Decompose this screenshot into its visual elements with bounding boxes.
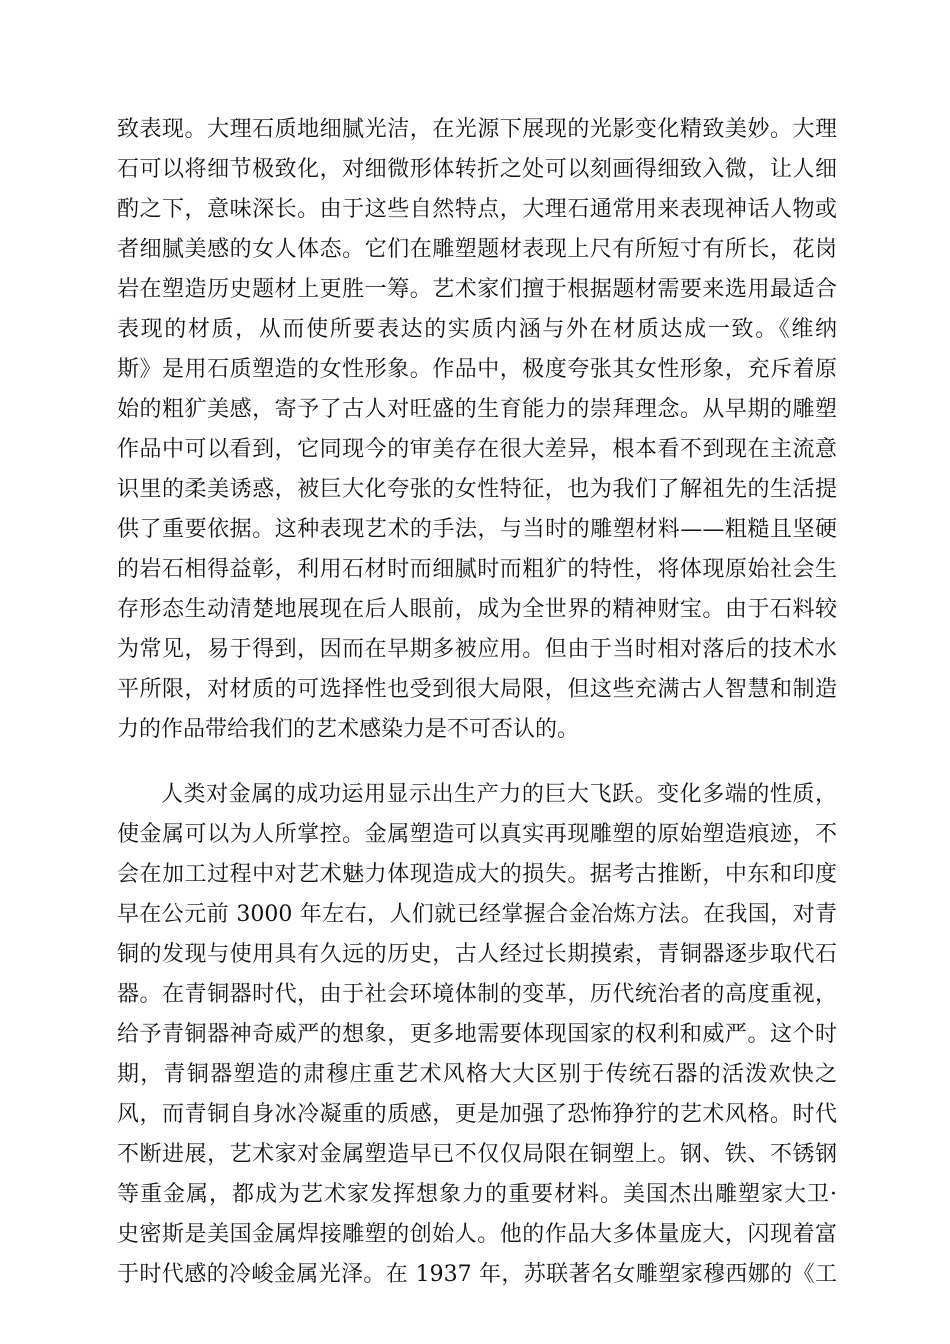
text-line: 岩在塑造历史题材上更胜一筹。艺术家们擅于根据题材需要来选用最适合 [117,277,837,302]
text-line: 斯》是用石质塑造的女性形象。作品中，极度夸张其女性形象，充斥着原 [117,357,837,382]
text-line: 作品中可以看到，它同现今的审美存在很大差异，根本看不到现在主流意 [117,437,837,462]
text-line: 铜的发现与使用具有久远的历史，古人经过长期摸索，青铜器逐步取代石 [117,942,837,967]
text-line: 早在公元前 3000 年左右，人们就已经掌握合金冶炼方法。在我国，对青 [117,902,837,927]
text-line: 存形态生动清楚地展现在后人眼前，成为全世界的精神财宝。由于石料较 [117,597,837,622]
text-line: 力的作品带给我们的艺术感染力是不可否认的。 [117,717,580,742]
text-line: 为常见，易于得到，因而在早期多被应用。但由于当时相对落后的技术水 [117,637,837,662]
text-line: 期，青铜器塑造的肃穆庄重艺术风格大大区别于传统石器的活泼欢快之 [117,1062,837,1087]
text-line: 者细腻美感的女人体态。它们在雕塑题材表现上尺有所短寸有所长，花岗 [117,237,837,262]
text-line: 石可以将细节极致化，对细微形体转折之处可以刻画得细致入微，让人细 [117,157,837,182]
text-line: 表现的材质，从而使所要表达的实质内涵与外在材质达成一致。《维纳 [117,317,837,342]
text-line: 给予青铜器神奇威严的想象，更多地需要体现国家的权利和威严。这个时 [117,1022,837,1047]
text-line: 史密斯是美国金属焊接雕塑的创始人。他的作品大多体量庞大，闪现着富 [117,1222,837,1247]
text-line: 不断进展，艺术家对金属塑造早已不仅仅局限在铜塑上。钢、铁、不锈钢 [117,1142,837,1167]
text-line: 供了重要依据。这种表现艺术的手法，与当时的雕塑材料——粗糙且坚硬 [117,517,837,542]
text-line: 于时代感的冷峻金属光泽。在 1937 年，苏联著名女雕塑家穆西娜的《工 [117,1262,837,1287]
text-line: 的岩石相得益彰，利用石材时而细腻时而粗犷的特性，将体现原始社会生 [117,557,837,582]
text-line: 识里的柔美诱惑，被巨大化夸张的女性特征，也为我们了解祖先的生活提 [117,477,837,502]
text-line: 使金属可以为人所掌控。金属塑造可以真实再现雕塑的原始塑造痕迹，不 [117,822,837,847]
text-line: 酌之下，意味深长。由于这些自然特点，大理石通常用来表现神话人物或 [117,197,837,222]
text-line: 风，而青铜自身冰冷凝重的质感，更是加强了恐怖狰狞的艺术风格。时代 [117,1102,837,1127]
text-line: 器。在青铜器时代，由于社会环境体制的变革，历代统治者的高度重视， [117,982,837,1007]
text-line: 会在加工过程中对艺术魅力体现造成大的损失。据考古推断，中东和印度 [117,862,837,887]
text-line: 等重金属，都成为艺术家发挥想象力的重要材料。美国杰出雕塑家大卫· [117,1182,837,1207]
text-line: 致表现。大理石质地细腻光洁，在光源下展现的光影变化精致美妙。大理 [117,117,837,142]
text-line: 平所限，对材质的可选择性也受到很大局限，但这些充满古人智慧和制造 [117,677,837,702]
text-line: 人类对金属的成功运用显示出生产力的巨大飞跃。变化多端的性质， [161,782,837,807]
text-line: 始的粗犷美感，寄予了古人对旺盛的生育能力的崇拜理念。从早期的雕塑 [117,397,837,422]
